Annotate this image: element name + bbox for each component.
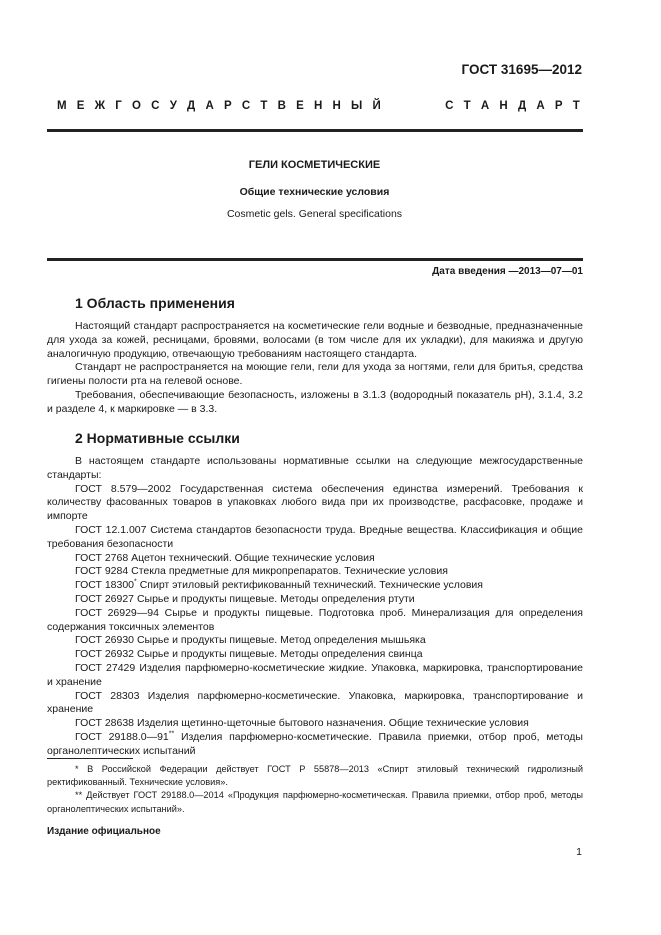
banner-letter: Т [260, 100, 268, 112]
reference-item [47, 565, 583, 579]
banner-letter: Р [554, 100, 563, 112]
footnote-rule [47, 758, 133, 759]
reference-title: Изделия щетинно-щеточные бытового назначения. Общие технические условия [136, 717, 529, 730]
reference-title: Система стандартов безопасности труда. Вредные вещества. Классификация и общие требования безопасности [47, 523, 584, 550]
reference-item [47, 731, 583, 759]
official-edition-label: Издание официальное [47, 826, 161, 837]
footnote: ** Действует ГОСТ 29188.0—2014 «Продукция парфюмерно-косметическая. Правила приемки, отбор проб, методы органолептических испытаний». [47, 790, 583, 814]
section-1-heading: 1 Область применения [75, 295, 235, 311]
introduction-date: Дата введения —2013—07—01 [432, 266, 583, 277]
reference-title: Изделия парфюмерно-косметические жидкие. Упаковка, маркировка, транспортирование и хранение [47, 661, 584, 688]
header-rule [47, 129, 583, 132]
reference-code: ГОСТ 27429 [75, 661, 136, 674]
reference-list [47, 483, 583, 759]
footnotes [47, 763, 583, 816]
reference-title: Государственная система обеспечения единства измерений. Требования к количеству фасованных товаров в упаковках любого вида при их производстве, расфасовке, продаже и импорте [47, 482, 583, 523]
reference-item [47, 634, 583, 648]
banner-letter: Н [499, 100, 508, 112]
reference-title: Стекла предметные для микропрепаратов. Технические условия [131, 565, 448, 578]
paragraph: В настоящем стандарте использованы нормативные ссылки на следующие межгосударственные стандарты: [47, 455, 583, 481]
banner-letter: А [205, 100, 214, 112]
reference-item [47, 607, 583, 635]
banner-letter: Г [115, 100, 122, 112]
reference-code: ГОСТ 28638 [75, 717, 135, 730]
reference-code: ГОСТ 28303 [75, 689, 140, 702]
section-1-body [47, 320, 583, 417]
paragraph: Настоящий стандарт распространяется на косметические гели водные и безводные, предназначенные для ухода за кожей, ресницами, бровями, волосами (в том числе для их укладки), для макияжа и другую аналогичную продукцию, отвечающую требованиям настоящего стандарта. [47, 320, 583, 360]
banner-gap [391, 100, 435, 112]
paragraph: Стандарт не распространяется на моющие гели, гели для ухода за ногтями, гели для бритья, средства гигиены полости рта на гелевой основе. [47, 361, 583, 388]
section-2-heading: 2 Нормативные ссылки [75, 430, 240, 446]
reference-item [47, 579, 583, 593]
banner-letter: В [277, 100, 286, 112]
reference-title: Сырье и продукты пищевые. Подготовка проб. Минерализация для определения содержания токсичных элементов [47, 606, 583, 633]
paragraph: Требования, обеспечивающие безопасность, изложены в 3.1.3 (водородный показатель рН), 3.1.4, 3.2 и разделе 4, к маркировке — в 3.3. [47, 388, 583, 415]
footnote: * В Российской Федерации действует ГОСТ Р 55878—2013 «Спирт этиловый технический гидролизный ректификованный. Технические условия». [47, 764, 583, 788]
reference-item [47, 662, 583, 690]
banner-letter: Ж [94, 100, 106, 112]
reference-title: Спирт этиловый ректификованный технический. Технические условия [139, 579, 483, 592]
banner-letter: Ы [351, 100, 363, 112]
reference-item [47, 524, 583, 552]
banner-letter: Р [223, 100, 232, 112]
standard-number: ГОСТ 31695—2012 [461, 62, 582, 77]
reference-code: ГОСТ 26927 [75, 592, 135, 605]
interstate-standard-banner [57, 100, 580, 112]
reference-code: ГОСТ 12.1.007 [75, 523, 147, 536]
reference-code: ГОСТ 29188.0—91 [75, 730, 169, 743]
banner-letter: Т [572, 100, 580, 112]
banner-letter: А [536, 100, 545, 112]
document-title: ГЕЛИ КОСМЕТИЧЕСКИЕ [248, 159, 381, 171]
document-subtitle: Общие технические условия [239, 186, 390, 198]
banner-letter: Н [313, 100, 323, 112]
reference-code: ГОСТ 18300 [75, 579, 135, 592]
reference-title: Изделия парфюмерно-косметические. Упаковка, маркировка, транспортирование и хранение [47, 689, 583, 716]
reference-item [47, 552, 583, 566]
page-number: 1 [576, 846, 582, 858]
banner-letter: Т [463, 100, 471, 112]
banner-letter: Й [372, 100, 381, 112]
reference-item [47, 648, 583, 662]
reference-title: Ацетон технический. Общие технические условия [131, 551, 375, 564]
banner-letter: Д [517, 100, 527, 112]
reference-title: Сырье и продукты пищевые. Метод определения мышьяка [136, 634, 426, 647]
banner-letter: С [241, 100, 251, 112]
english-title: Cosmetic gels. General specifications [226, 208, 403, 220]
reference-item [47, 483, 583, 524]
banner-letter: С [151, 100, 160, 112]
banner-letter: С [445, 100, 454, 112]
banner-letter: Е [76, 100, 85, 112]
reference-item [47, 593, 583, 607]
banner-letter: О [132, 100, 141, 112]
reference-code: ГОСТ 26930 [75, 634, 135, 647]
reference-item [47, 717, 583, 731]
reference-title: Сырье и продукты пищевые. Методы определения ртути [136, 592, 415, 605]
reference-code: ГОСТ 9284 [75, 565, 129, 578]
reference-item [47, 690, 583, 718]
banner-letter: А [480, 100, 490, 112]
reference-code: ГОСТ 8.579—2002 [75, 482, 172, 495]
banner-letter: У [169, 100, 177, 112]
reference-code: ГОСТ 2768 [75, 551, 129, 564]
footnote-marker: ** [168, 730, 175, 738]
reference-title: Сырье и продукты пищевые. Методы определения свинца [136, 648, 423, 661]
reference-title: Изделия парфюмерно-косметические. Правила приемки, отбор проб, методы органолептических испытаний [47, 730, 583, 757]
banner-letter: Н [332, 100, 341, 112]
reference-code: ГОСТ 26932 [75, 648, 135, 661]
title-rule [47, 258, 583, 261]
section-2-body [47, 455, 583, 759]
banner-letter: Е [296, 100, 304, 112]
reference-code: ГОСТ 26929—94 [75, 606, 159, 619]
footnote-marker: * [134, 578, 137, 586]
banner-letter: М [57, 100, 67, 112]
banner-letter: Д [187, 100, 196, 112]
